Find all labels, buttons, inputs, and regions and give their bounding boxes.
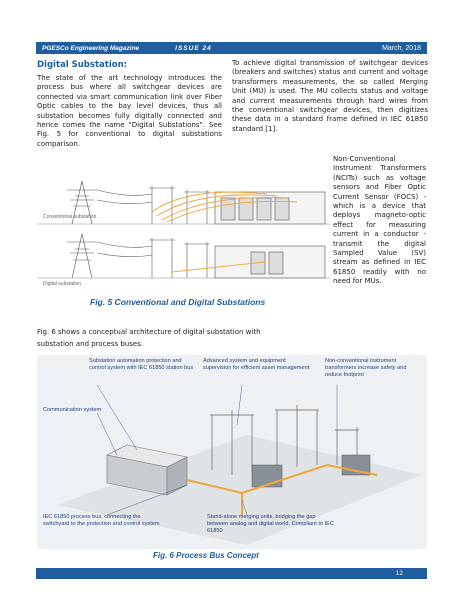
note-automation: Substation automation protection and control system with IEC 61850 station bus [89, 358, 194, 371]
issue-date: March, 2018 [382, 44, 421, 52]
note-ncit: Non-conventional instrument transformers increase safety and reduce footprint [325, 358, 407, 378]
page-header [36, 42, 427, 54]
note-process-bus: IEC 61850 process bus, connecting the switchyard to the protection and control system [43, 514, 160, 527]
substation-comparison-drawing [37, 176, 330, 296]
figure-5-caption: Fig. 5 Conventional and Digital Substations [90, 297, 266, 307]
magazine-name: PGESCo Engineering Magazine [42, 44, 140, 52]
paragraph-ncit: Non-Conventional Instrument Transformers (NCITs) such as voltage sensors and Fiber Optic Current Sensor (FOCS) - which is a device that deploys magneto-optic effect for measuring current in a conductor - transmit the digital Sampled Value (SV) stream as defined in IEC 61850 readily with no need for MUs. [333, 155, 426, 286]
section-title: Digital Substation: [37, 60, 128, 70]
page-footer [36, 568, 427, 579]
right-column [232, 59, 428, 134]
figure-6-intro: Fig. 6 shows a conceptual architecture of digital substation with substation and process buses. [37, 328, 261, 348]
page-number: 12 [395, 570, 403, 577]
issue-number: ISSUE 24 [175, 44, 212, 52]
note-communication: Communication system [43, 407, 102, 413]
label-digital: Digital substation [43, 281, 82, 287]
figure-6-caption: Fig. 6 Process Bus Concept [153, 551, 259, 560]
paragraph-merging-unit: To achieve digital transmission of switchgear devices (breakers and switches) status and current and voltage transformers measurements, the so called Merging Unit (MU) is used. The MU collects status and voltage and current measurements through hard wires from the conventional switchgear devices, then digitizes these data in a standard frame defined in IEC 61850 standard [1]. [232, 59, 428, 133]
note-merging-units: Stand-alone merging units, bridging the gap between analog and digital world. Compliant to IEC 61850 [207, 514, 334, 534]
figure-6-illustration [37, 355, 427, 549]
left-column [37, 59, 222, 149]
label-conventional: Conventional substation [43, 214, 97, 220]
note-advanced: Advanced system and equipment supervision for efficient asset management [203, 358, 310, 371]
figure-5-illustration [37, 176, 330, 296]
paragraph-digital-substation: The state of the art technology introduces the process bus where all switchgear devices are connected via smart communication link over Fiber Optic cables to the bay level devices, thus all substation becomes fully digitally connected and hence comes the name "Digital Substations". See Fig. 5 for conventional to digital substations comparison. [37, 74, 222, 148]
